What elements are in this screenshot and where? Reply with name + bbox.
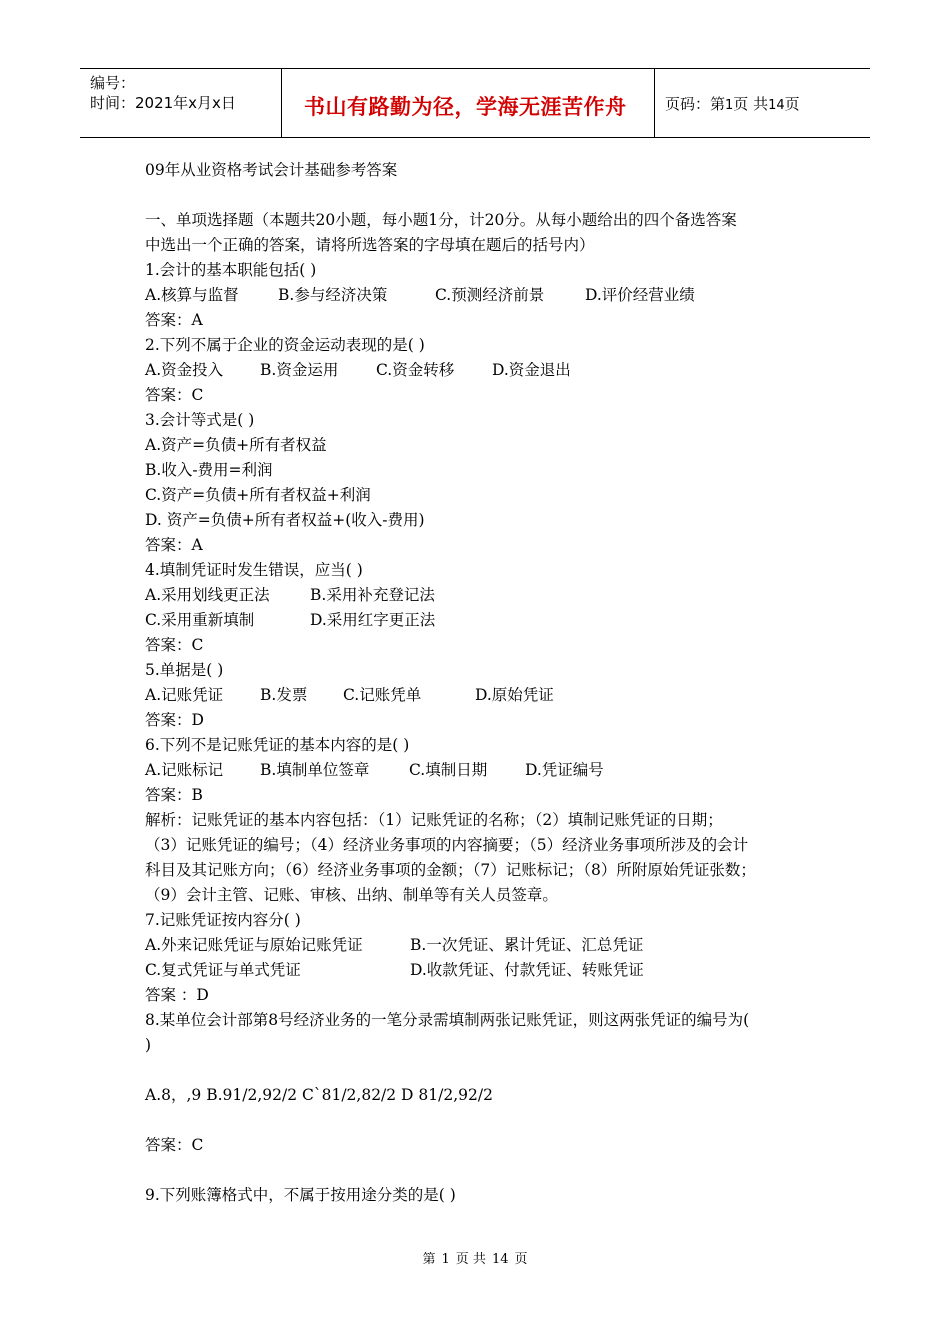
answer-6: 答案：B xyxy=(145,786,203,804)
answer-5: 答案：D xyxy=(145,711,204,729)
page-number: 1 xyxy=(725,98,734,113)
page-footer xyxy=(0,1248,950,1267)
question-4-options-row-1 xyxy=(145,585,845,605)
section-intro-line-1: 一、单项选择题（本题共20小题，每小题1分，计20分。从每小题给出的四个备选答案 xyxy=(145,211,737,229)
page-prefix: 页码：第 xyxy=(665,95,726,113)
answer-4: 答案：C xyxy=(145,636,204,654)
option-a: A.记账标记 xyxy=(145,761,224,779)
question-3-option-d: D. 资产=负债+所有者权益+(收入-费用) xyxy=(145,511,425,529)
question-4: 4.填制凭证时发生错误，应当( ) xyxy=(145,561,363,579)
document-title: 09年从业资格考试会计基础参考答案 xyxy=(145,161,398,179)
answer-3: 答案：A xyxy=(145,536,203,554)
option-b: B.填制单位签章 xyxy=(260,761,370,779)
header-page-indicator xyxy=(665,93,800,114)
footer-page-number: 1 xyxy=(441,1252,450,1267)
explanation-line-3: 科目及其记账方向；（6）经济业务事项的金额；（7）记账标记；（8）所附原始凭证张数； xyxy=(145,861,756,879)
answer-8: 答案：C xyxy=(145,1136,204,1154)
option-a: A.记账凭证 xyxy=(145,686,224,704)
header-motto-cell xyxy=(282,69,655,137)
option-d: D.资金退出 xyxy=(492,361,571,379)
option-c: C.记账凭单 xyxy=(343,686,422,704)
question-3-option-a: A.资产=负债+所有者权益 xyxy=(145,436,327,454)
section-intro-line-2: 中选出一个正确的答案，请将所选答案的字母填在题后的括号内） xyxy=(145,236,595,254)
question-5: 5.单据是( ) xyxy=(145,661,224,679)
option-b: B.参与经济决策 xyxy=(278,286,388,304)
question-2: 2.下列不属于企业的资金运动表现的是( ) xyxy=(145,336,425,354)
question-8-options: A.8，,9 B.91/2,92/2 C`81/2,82/2 D 81/2,92/2 xyxy=(145,1086,493,1104)
answer-2: 答案：C xyxy=(145,386,204,404)
option-b: B.发票 xyxy=(260,686,308,704)
header-meta-cell xyxy=(80,69,282,137)
option-d: D.评价经营业绩 xyxy=(585,286,695,304)
question-3: 3.会计等式是( ) xyxy=(145,411,255,429)
question-4-options-row-2 xyxy=(145,610,845,630)
footer-suffix: 页 xyxy=(514,1252,528,1267)
question-7-options-row-1 xyxy=(145,935,845,955)
question-3-option-c: C.资产=负债+所有者权益+利润 xyxy=(145,486,371,504)
answer-1: 答案：A xyxy=(145,311,203,329)
option-b: B.一次凭证、累计凭证、汇总凭证 xyxy=(410,936,644,954)
option-a: A.外来记账凭证与原始记账凭证 xyxy=(145,936,363,954)
page-header xyxy=(80,68,870,138)
question-2-options xyxy=(145,360,845,380)
document-number-label: 编号： xyxy=(90,74,136,92)
question-1-options xyxy=(145,285,845,305)
footer-mid: 页 共 xyxy=(455,1252,486,1267)
option-c: C.填制日期 xyxy=(409,761,488,779)
option-a: A.核算与监督 xyxy=(145,286,239,304)
question-7-options-row-2 xyxy=(145,960,845,980)
question-5-options xyxy=(145,685,845,705)
question-9: 9.下列账簿格式中，不属于按用途分类的是( ) xyxy=(145,1186,456,1204)
page-mid: 页 共 xyxy=(733,95,769,113)
question-3-option-b: B.收入-费用=利润 xyxy=(145,461,273,479)
explanation-line-2: （3）记账凭证的编号；（4）经济业务事项的内容摘要；（5）经济业务事项所涉及的会计 xyxy=(145,836,749,854)
option-d: D.原始凭证 xyxy=(475,686,554,704)
question-7: 7.记账凭证按内容分( ) xyxy=(145,911,301,929)
question-8-line-2: ) xyxy=(145,1036,152,1054)
option-d: D.凭证编号 xyxy=(525,761,604,779)
document-date-label: 时间：2021年x月x日 xyxy=(90,94,236,112)
option-d: D.采用红字更正法 xyxy=(310,611,436,629)
option-c: C.复式凭证与单式凭证 xyxy=(145,961,301,979)
page-total: 14 xyxy=(768,98,785,113)
header-motto: 书山有路勤为径，学海无涯苦作舟 xyxy=(304,95,627,119)
question-6-options xyxy=(145,760,845,780)
header-page-cell xyxy=(655,69,870,137)
option-c: C.预测经济前景 xyxy=(435,286,545,304)
footer-prefix: 第 xyxy=(422,1252,436,1267)
option-b: B.资金运用 xyxy=(260,361,339,379)
explanation-line-4: （9）会计主管、记账、审核、出纳、制单等有关人员签章。 xyxy=(145,886,558,904)
footer-page-total: 14 xyxy=(491,1252,509,1267)
answer-7: 答案 ：D xyxy=(145,986,209,1004)
explanation-line-1: 解析：记账凭证的基本内容包括：（1）记账凭证的名称；（2）填制记账凭证的日期； xyxy=(145,811,723,829)
page-suffix: 页 xyxy=(784,95,800,113)
question-6: 6.下列不是记账凭证的基本内容的是( ) xyxy=(145,736,410,754)
question-8-line-1: 8.某单位会计部第8号经济业务的一笔分录需填制两张记账凭证，则这两张凭证的编号为( xyxy=(145,1011,750,1029)
option-a: A.资金投入 xyxy=(145,361,224,379)
option-c: C.采用重新填制 xyxy=(145,611,255,629)
option-a: A.采用划线更正法 xyxy=(145,586,270,604)
question-1: 1.会计的基本职能包括( ) xyxy=(145,261,317,279)
option-b: B.采用补充登记法 xyxy=(310,586,435,604)
option-c: C.资金转移 xyxy=(376,361,455,379)
option-d: D.收款凭证、付款凭证、转账凭证 xyxy=(410,961,644,979)
